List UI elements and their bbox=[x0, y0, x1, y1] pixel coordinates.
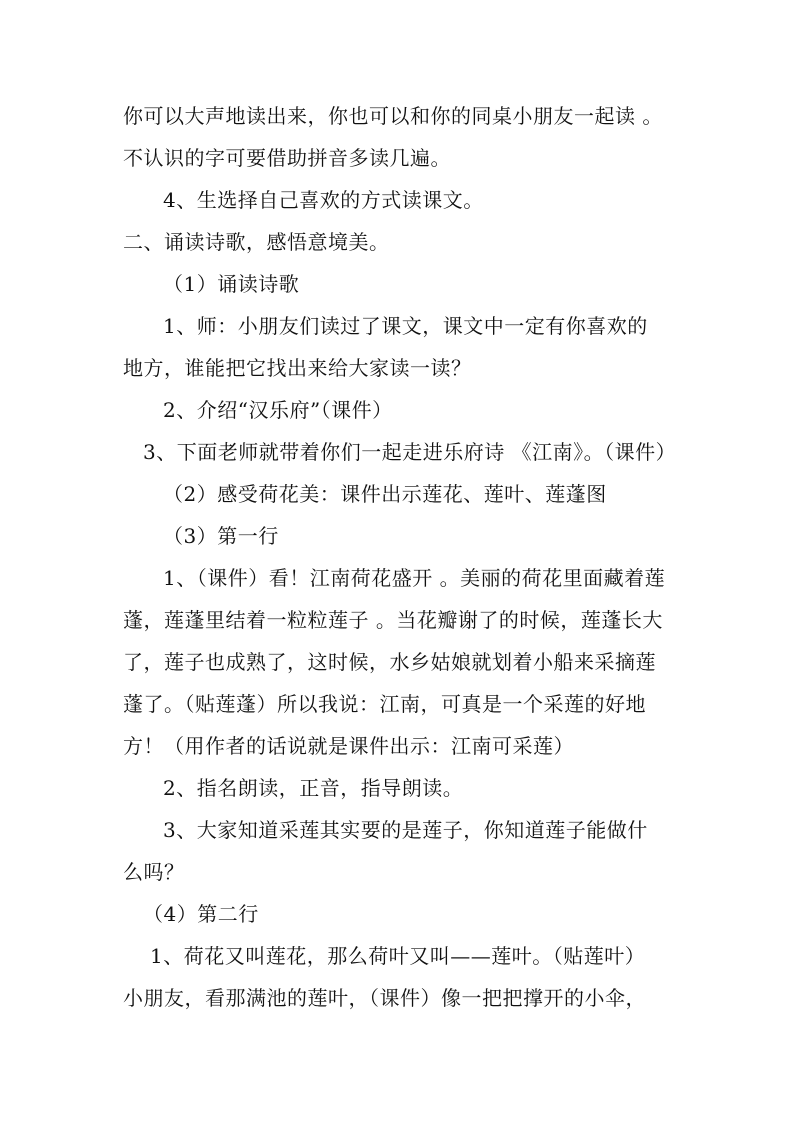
text-line-17: 2、指名朗读，正音，指导朗读。 bbox=[163, 776, 464, 800]
text-line-6: 1、师：小朋友们读过了课文，课文中一定有你喜欢的 bbox=[163, 314, 648, 338]
text-line-15: 蓬了。（贴莲蓬）所以我说：江南，可真是一个采莲的好地 bbox=[123, 692, 646, 716]
section-heading-2: 二、诵读诗歌，感悟意境美。 bbox=[123, 230, 390, 254]
text-line-19: 么吗？ bbox=[123, 860, 185, 884]
subsection-heading-1: （1）诵读诗歌 bbox=[163, 272, 300, 296]
subsection-heading-3: （3）第一行 bbox=[163, 524, 279, 548]
subsection-heading-4: （4）第二行 bbox=[143, 902, 259, 926]
text-line-22: 小朋友，看那满池的莲叶，（课件）像一把把撑开的小伞， bbox=[123, 986, 646, 1010]
text-line-9: 3、下面老师就带着你们一起走进乐府诗 《江南》。（课件） bbox=[143, 440, 677, 464]
text-line-3: 4、生选择自己喜欢的方式读课文。 bbox=[163, 188, 484, 212]
subsection-heading-2: （2）感受荷花美：课件出示莲花、莲叶、莲蓬图 bbox=[163, 482, 607, 506]
text-line-8: 2、介绍“汉乐府”（课件） bbox=[163, 398, 393, 422]
text-line-1: 你可以大声地读出来，你也可以和你的同桌小朋友一起读 。 bbox=[123, 104, 663, 128]
text-line-18: 3、大家知道采莲其实要的是莲子，你知道莲子能做什 bbox=[163, 818, 648, 842]
text-line-14: 了，莲子也成熟了，这时候，水乡姑娘就划着小船来采摘莲 bbox=[123, 650, 656, 674]
text-line-7: 地方，谁能把它找出来给大家读一读？ bbox=[123, 356, 472, 380]
text-line-16: 方！（用作者的话说就是课件出示：江南可采莲） bbox=[123, 734, 574, 758]
text-line-13: 蓬，莲蓬里结着一粒粒莲子 。当花瓣谢了的时候，莲蓬长大 bbox=[123, 608, 663, 632]
text-line-12: 1、（课件）看！江南荷花盛开 。美丽的荷花里面藏着莲 bbox=[163, 566, 666, 590]
text-line-21: 1、荷花又叫莲花，那么荷叶又叫——莲叶。（贴莲叶） bbox=[150, 944, 646, 968]
text-line-2: 不认识的字可要借助拼音多读几遍。 bbox=[123, 146, 451, 170]
